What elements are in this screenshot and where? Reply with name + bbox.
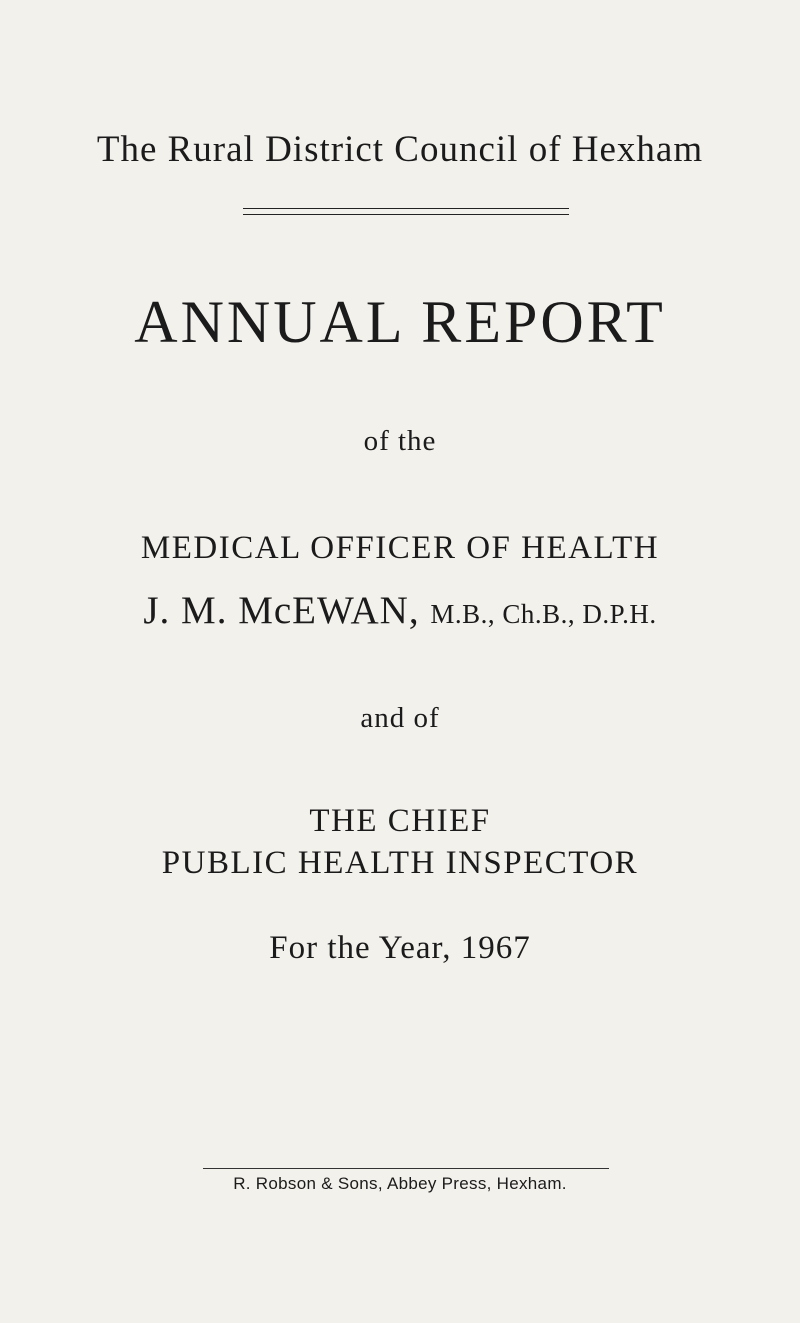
footer-rule xyxy=(203,1168,609,1169)
and-of-text: and of xyxy=(360,702,440,734)
report-year: For the Year, 1967 xyxy=(269,930,531,966)
officer-name: J. M. McEWAN, xyxy=(143,589,420,632)
printer-imprint: R. Robson & Sons, Abbey Press, Hexham. xyxy=(233,1174,567,1193)
of-the-text: of the xyxy=(363,425,437,457)
chief-title: THE CHIEF xyxy=(309,803,491,839)
report-title: ANNUAL REPORT xyxy=(134,289,666,355)
officer-title: MEDICAL OFFICER OF HEALTH xyxy=(140,530,660,566)
double-rule-divider xyxy=(243,208,569,215)
inspector-title: PUBLIC HEALTH INSPECTOR xyxy=(161,845,639,881)
officer-qualifications: M.B., Ch.B., D.P.H. xyxy=(430,599,657,629)
council-heading: The Rural District Council of Hexham xyxy=(96,129,704,170)
officer-name-line xyxy=(0,588,800,633)
